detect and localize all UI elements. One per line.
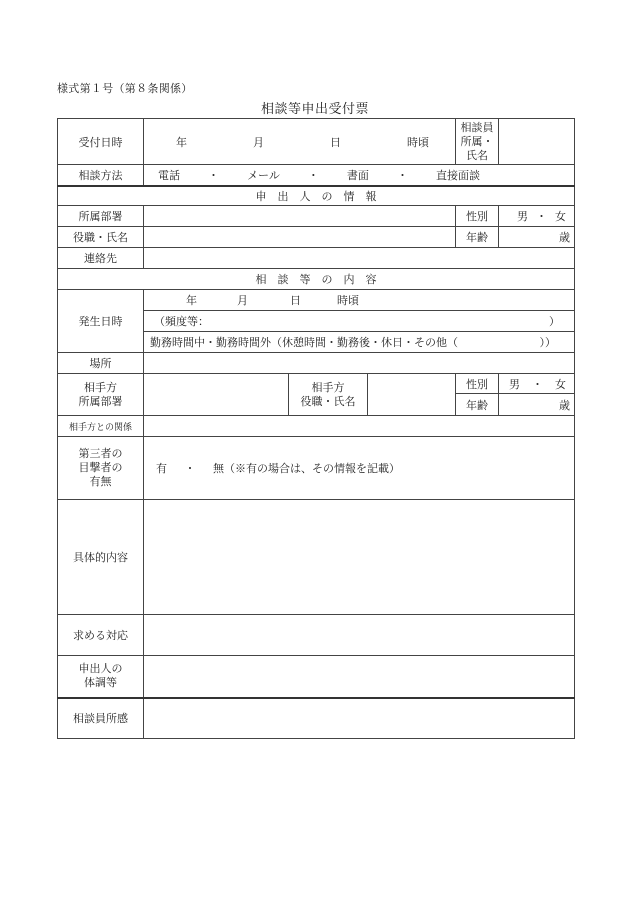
applicant-contact-row bbox=[58, 248, 575, 269]
relationship-field[interactable] bbox=[144, 416, 575, 437]
other-age-label: 年齢 bbox=[456, 394, 499, 416]
applicant-position-field[interactable] bbox=[144, 227, 456, 248]
witness-label-line2: 目撃者の bbox=[78, 461, 123, 474]
reception-datetime-label: 受付日時 bbox=[58, 119, 144, 165]
method-option-6: 直接面談 bbox=[435, 168, 480, 182]
method-option-5: ・ bbox=[396, 168, 408, 182]
applicant-dept-row bbox=[58, 206, 575, 227]
witness-label bbox=[58, 437, 144, 500]
counselor-label-line1: 相談員 bbox=[460, 120, 494, 134]
witness-yes: 有 bbox=[156, 462, 167, 475]
other-dept-label bbox=[58, 374, 144, 416]
method-options[interactable] bbox=[144, 165, 575, 186]
method-row bbox=[58, 165, 575, 186]
condition-label bbox=[58, 656, 144, 698]
relationship-label: 相手方との関係 bbox=[58, 416, 144, 437]
other-position-label bbox=[289, 374, 368, 415]
applicant-gender-label: 性別 bbox=[456, 206, 499, 227]
other-party-row-1 bbox=[58, 374, 575, 394]
other-gender-dot: ・ bbox=[532, 377, 543, 391]
witness-field[interactable] bbox=[144, 437, 575, 500]
applicant-gender-field[interactable] bbox=[499, 206, 575, 227]
condition-label-line2: 体調等 bbox=[84, 676, 117, 690]
reception-month: 月 bbox=[253, 135, 264, 149]
counselor-field[interactable] bbox=[499, 119, 575, 165]
occurrence-datetime-field[interactable] bbox=[144, 290, 575, 311]
reception-form-table bbox=[57, 118, 575, 739]
method-option-4: 書面 bbox=[346, 168, 369, 182]
details-row bbox=[58, 500, 575, 615]
other-age-unit: 歳 bbox=[559, 398, 570, 412]
occ-month: 月 bbox=[237, 294, 248, 307]
applicant-position-label: 役職・氏名 bbox=[58, 227, 144, 248]
desired-label: 求める対応 bbox=[58, 615, 144, 656]
impression-field[interactable] bbox=[144, 698, 575, 739]
witness-label-line1: 第三者の bbox=[78, 447, 123, 460]
reception-time: 時頃 bbox=[407, 135, 429, 149]
other-dept-label-line1: 相手方 bbox=[84, 380, 117, 394]
content-section-header: 相 談 等 の 内 容 bbox=[58, 269, 575, 290]
applicant-contact-field[interactable] bbox=[144, 248, 575, 269]
place-field[interactable] bbox=[144, 353, 575, 374]
method-option-2: メール bbox=[247, 168, 280, 182]
applicant-header-row bbox=[58, 186, 575, 206]
other-pos-label-line1: 相手方 bbox=[311, 380, 345, 394]
other-gender-label: 性別 bbox=[456, 374, 499, 394]
other-dept-field[interactable] bbox=[144, 374, 289, 416]
work-time-field[interactable] bbox=[144, 332, 575, 353]
work-time-options: 勤務時間中・勤務時間外（休憩時間・勤務後・休日・その他（ bbox=[150, 336, 458, 349]
applicant-age-field[interactable] bbox=[499, 227, 575, 248]
condition-label-line1: 申出人の bbox=[78, 662, 123, 676]
other-gender-field[interactable] bbox=[499, 374, 575, 394]
other-gender-male: 男 bbox=[509, 377, 520, 391]
impression-label: 相談員所感 bbox=[58, 698, 144, 739]
other-age-field[interactable] bbox=[499, 394, 575, 416]
applicant-contact-label: 連絡先 bbox=[58, 248, 144, 269]
witness-row bbox=[58, 437, 575, 500]
gender-male: 男 bbox=[517, 210, 528, 223]
other-gender-female: 女 bbox=[555, 377, 566, 391]
occurrence-row-1 bbox=[58, 290, 575, 311]
work-time-close: ）） bbox=[539, 336, 556, 349]
occ-time: 時頃 bbox=[337, 294, 359, 307]
applicant-age-label: 年齢 bbox=[456, 227, 499, 248]
witness-label-line3: 有無 bbox=[89, 475, 112, 488]
desired-row bbox=[58, 615, 575, 656]
occurrence-label: 発生日時 bbox=[58, 290, 144, 353]
frequency-field[interactable] bbox=[144, 311, 575, 332]
counselor-label-line2: 所属・氏名 bbox=[460, 134, 494, 162]
reception-day: 日 bbox=[330, 135, 341, 149]
applicant-dept-field[interactable] bbox=[144, 206, 456, 227]
method-label: 相談方法 bbox=[58, 165, 144, 186]
witness-dot: ・ bbox=[184, 462, 196, 475]
frequency-close: ） bbox=[549, 315, 560, 328]
occ-day: 日 bbox=[290, 294, 301, 307]
occ-year: 年 bbox=[186, 294, 197, 307]
details-field[interactable] bbox=[144, 500, 575, 615]
other-position-field[interactable] bbox=[368, 374, 455, 415]
applicant-position-row bbox=[58, 227, 575, 248]
applicant-dept-label: 所属部署 bbox=[58, 206, 144, 227]
age-unit: 歳 bbox=[559, 231, 570, 244]
counselor-label bbox=[456, 119, 499, 165]
place-label: 場所 bbox=[58, 353, 144, 374]
frequency-label: （頻度等： bbox=[154, 315, 209, 328]
other-dept-label-line2: 所属部署 bbox=[78, 394, 123, 408]
place-row bbox=[58, 353, 575, 374]
reception-year: 年 bbox=[176, 135, 187, 149]
reception-row bbox=[58, 119, 575, 165]
desired-field[interactable] bbox=[144, 615, 575, 656]
method-option-0: 電話 bbox=[158, 168, 180, 182]
content-header-row bbox=[58, 269, 575, 290]
form-number: 様式第１号（第８条関係） bbox=[57, 82, 193, 95]
other-pos-label-line2: 役職・氏名 bbox=[300, 394, 356, 408]
form-title: 相談等申出受付票 bbox=[260, 102, 369, 117]
method-option-1: ・ bbox=[208, 168, 220, 182]
condition-row bbox=[58, 656, 575, 698]
condition-field[interactable] bbox=[144, 656, 575, 698]
applicant-section-header: 申 出 人 の 情 報 bbox=[58, 186, 575, 206]
gender-female: 女 bbox=[555, 210, 566, 223]
reception-datetime-field[interactable] bbox=[144, 119, 456, 165]
impression-row bbox=[58, 698, 575, 739]
other-position-block bbox=[289, 374, 456, 416]
relationship-row bbox=[58, 416, 575, 437]
details-label: 具体的内容 bbox=[58, 500, 144, 615]
method-option-3: ・ bbox=[307, 168, 319, 182]
gender-dot: ・ bbox=[536, 210, 547, 223]
witness-no: 無（※有の場合は、その情報を記載） bbox=[213, 462, 400, 475]
